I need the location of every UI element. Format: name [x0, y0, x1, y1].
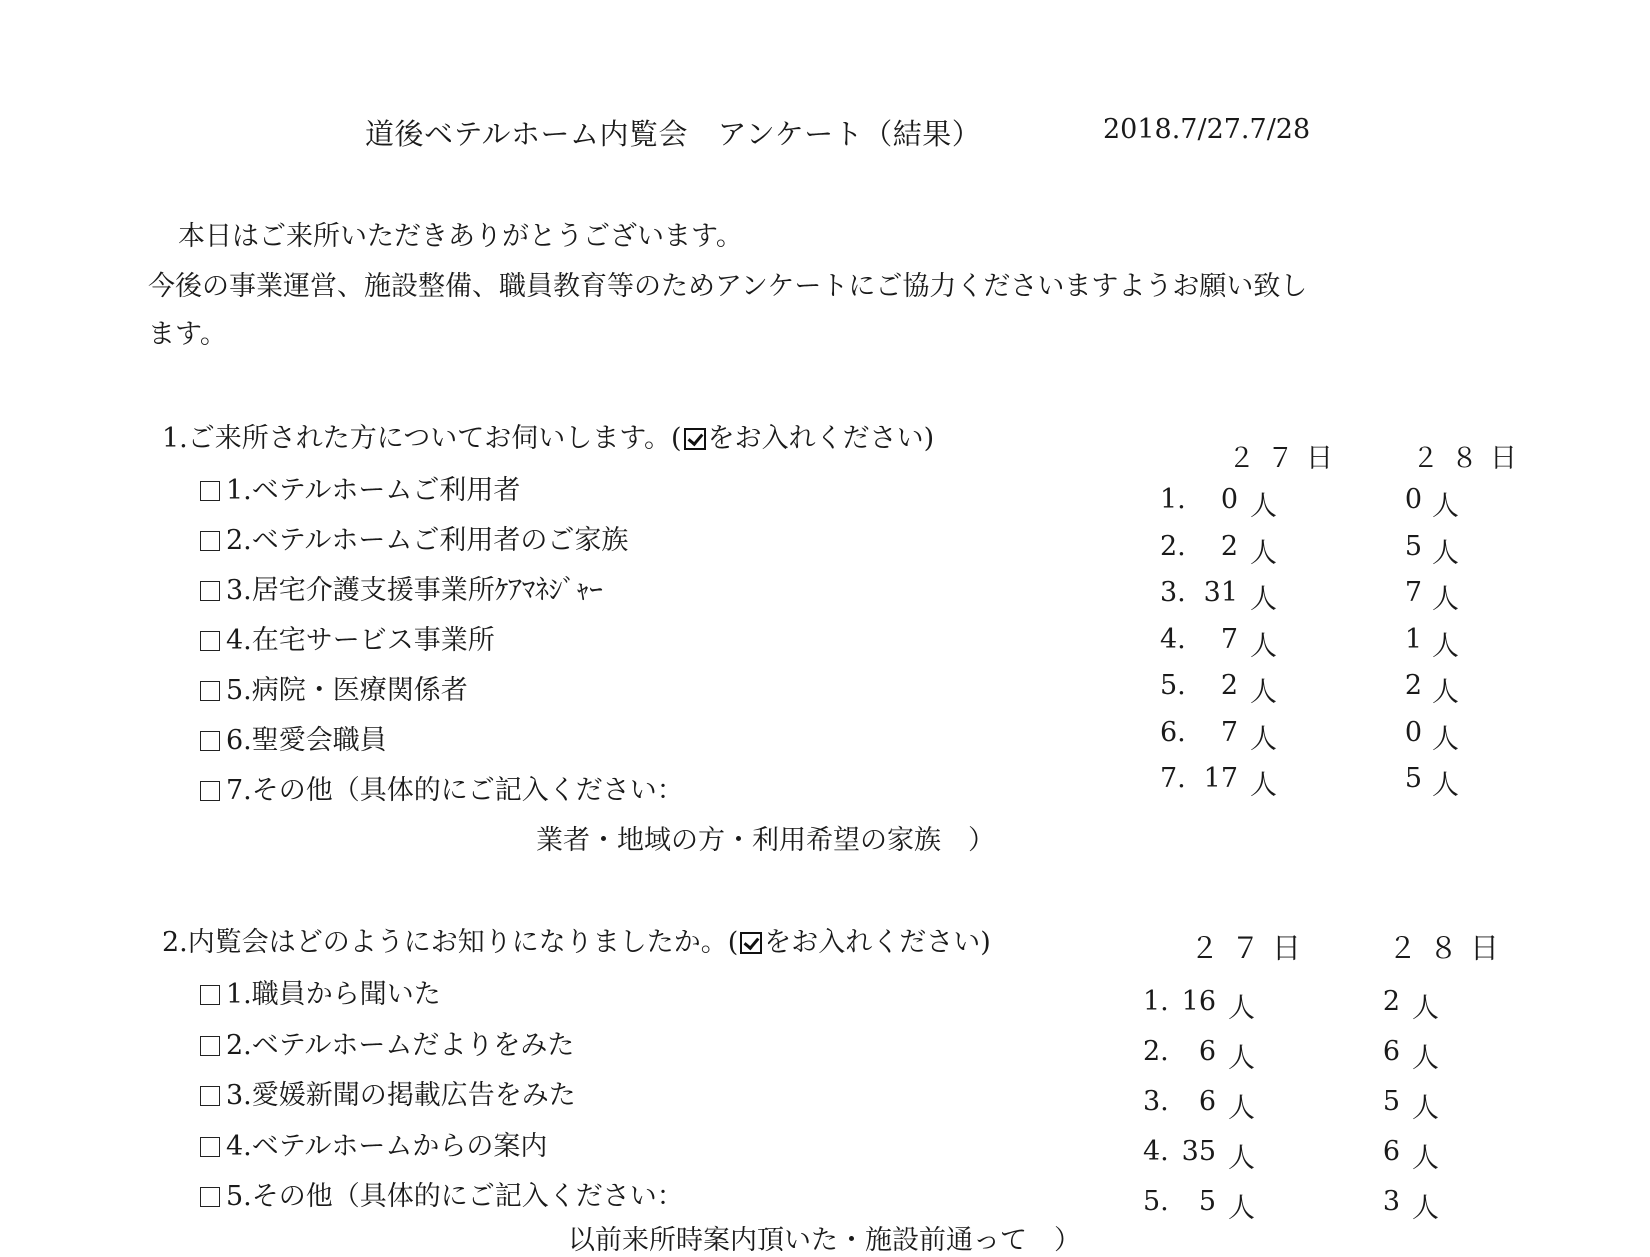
count-27-unit: 人 — [1250, 584, 1277, 615]
q1-title-suffix: をお入れください) — [707, 423, 935, 454]
count-27-unit: 人 — [1228, 1193, 1255, 1224]
count-27-value: 5 — [1198, 1186, 1216, 1217]
count-row-label: 1. — [1143, 986, 1169, 1017]
count-28-value: 5 — [1404, 530, 1422, 562]
count-28-value: 6 — [1382, 1136, 1400, 1167]
count-27-unit: 人 — [1228, 1093, 1255, 1124]
count-row-label: 3. — [1143, 1086, 1169, 1117]
intro-line-3: ます。 — [148, 319, 227, 350]
survey-option — [200, 1023, 574, 1062]
q2-title-prefix: 2.内覧会はどのようにお知りになりましたか。( — [162, 927, 739, 958]
count-28-value: 7 — [1404, 577, 1422, 608]
count-28-value: 6 — [1382, 1036, 1400, 1067]
count-27-value: 2 — [1220, 530, 1238, 562]
count-28-unit: 人 — [1432, 770, 1459, 801]
count-28-value: 2 — [1404, 670, 1422, 701]
count-28-unit: 人 — [1432, 584, 1459, 615]
checkbox-empty-icon[interactable] — [200, 581, 220, 601]
count-28-value: 5 — [1404, 763, 1422, 794]
document-title: 道後ベテルホーム内覧会 アンケート（結果） — [365, 117, 982, 151]
count-27-value: 2 — [1220, 670, 1238, 701]
count-27-unit: 人 — [1250, 630, 1277, 662]
survey-option — [200, 1174, 684, 1213]
count-28-value: 0 — [1404, 484, 1422, 515]
survey-option-label: 4.在宅サービス事業所 — [226, 625, 495, 656]
survey-option — [200, 618, 495, 657]
q1-col-header-27: ２７日 — [1228, 443, 1345, 474]
count-27-value: 17 — [1203, 763, 1238, 794]
survey-option-label: 1.ベテルホームご利用者 — [226, 475, 521, 506]
count-27-unit: 人 — [1250, 491, 1277, 522]
q2-col-header-27: ２７日 — [1190, 931, 1314, 965]
count-28-value: 3 — [1382, 1186, 1400, 1217]
count-28-unit: 人 — [1432, 723, 1459, 755]
q1-title — [162, 416, 934, 455]
checkbox-empty-icon[interactable] — [200, 1086, 220, 1106]
q1-other-detail: 業者・地域の方・利用希望の家族 ） — [536, 825, 995, 856]
survey-option — [200, 972, 441, 1011]
survey-option-label: 2.ベテルホームだよりをみた — [226, 1029, 575, 1061]
survey-option — [200, 518, 628, 557]
survey-option-label: 4.ベテルホームからの案内 — [226, 1130, 548, 1162]
survey-option — [200, 1124, 547, 1163]
count-28-unit: 人 — [1432, 630, 1459, 662]
q2-title — [162, 920, 991, 959]
checkbox-empty-icon[interactable] — [200, 781, 220, 801]
checkbox-empty-icon[interactable] — [200, 681, 220, 701]
survey-option-label: 6.聖愛会職員 — [226, 725, 387, 756]
q2-title-suffix: をお入れください) — [764, 927, 991, 958]
survey-option-label: 7.その他（具体的にご記入ください： — [226, 775, 684, 806]
survey-option-label: 1.職員から聞いた — [226, 979, 441, 1010]
count-row-label: 2. — [1143, 1036, 1169, 1067]
count-27-value: 7 — [1220, 623, 1238, 655]
count-27-value: 16 — [1181, 986, 1216, 1017]
count-27-value: 7 — [1220, 716, 1238, 748]
checkbox-empty-icon[interactable] — [200, 985, 220, 1005]
count-27-unit: 人 — [1250, 723, 1277, 755]
count-row-label: 2. — [1160, 530, 1186, 562]
count-27-value: 0 — [1220, 484, 1238, 515]
count-row-label: 7. — [1160, 763, 1186, 794]
count-27-unit: 人 — [1250, 770, 1277, 801]
q1-title-prefix: 1.ご来所された方についてお伺いします。( — [162, 423, 682, 454]
q2-col-header-28: ２８日 — [1388, 931, 1512, 965]
count-28-unit: 人 — [1412, 993, 1439, 1024]
count-27-unit: 人 — [1228, 1143, 1255, 1174]
checkbox-empty-icon[interactable] — [200, 1187, 220, 1207]
survey-option — [200, 1073, 576, 1112]
count-28-value: 0 — [1404, 716, 1422, 748]
intro-line-1: 本日はご来所いただきありがとうございます。 — [178, 221, 743, 252]
count-28-unit: 人 — [1432, 677, 1459, 708]
count-28-value: 1 — [1404, 623, 1422, 655]
count-row-label: 4. — [1160, 623, 1186, 655]
q2-other-detail: 以前来所時案内頂いた・施設前通って ） — [568, 1225, 1081, 1256]
count-27-value: 31 — [1203, 577, 1238, 608]
count-row-label: 5. — [1143, 1186, 1169, 1217]
count-28-unit: 人 — [1412, 1043, 1439, 1074]
intro-line-2: 今後の事業運営、施設整備、職員教育等のためアンケートにご協力くださいますようお願い致し — [148, 271, 1308, 302]
count-28-value: 2 — [1382, 986, 1400, 1017]
count-27-value: 6 — [1198, 1086, 1216, 1117]
count-row-label: 4. — [1143, 1136, 1169, 1167]
checkbox-checked-icon — [740, 932, 762, 954]
survey-option — [200, 668, 468, 707]
count-row-label: 5. — [1160, 670, 1186, 701]
count-27-unit: 人 — [1228, 993, 1255, 1024]
count-row-label: 6. — [1160, 716, 1186, 748]
checkbox-empty-icon[interactable] — [200, 1137, 220, 1157]
count-28-unit: 人 — [1412, 1193, 1439, 1224]
survey-option — [200, 718, 387, 757]
survey-option-label: 5.その他（具体的にご記入ください： — [226, 1181, 684, 1212]
count-28-unit: 人 — [1412, 1093, 1439, 1124]
count-28-unit: 人 — [1432, 537, 1459, 569]
survey-option-label: 5.病院・医療関係者 — [226, 675, 468, 706]
count-row-label: 1. — [1160, 484, 1186, 515]
survey-option-label: 3.居宅介護支援事業所ｹｱﾏﾈｼﾞｬｰ — [226, 575, 603, 606]
count-27-value: 35 — [1181, 1136, 1216, 1167]
checkbox-empty-icon[interactable] — [200, 531, 220, 551]
q1-col-header-28: ２８日 — [1412, 443, 1529, 474]
document-date: 2018.7/27.7/28 — [1103, 114, 1311, 145]
survey-option — [200, 468, 520, 507]
count-row-label: 3. — [1160, 577, 1186, 608]
count-28-value: 5 — [1382, 1086, 1400, 1117]
count-27-unit: 人 — [1250, 537, 1277, 569]
survey-option-label: 2.ベテルホームご利用者のご家族 — [226, 525, 629, 556]
count-28-unit: 人 — [1432, 491, 1459, 522]
count-27-unit: 人 — [1228, 1043, 1255, 1074]
checkbox-empty-icon[interactable] — [200, 631, 220, 651]
survey-option — [200, 768, 684, 807]
survey-option — [200, 568, 603, 607]
checkbox-empty-icon[interactable] — [200, 1036, 220, 1056]
checkbox-checked-icon — [684, 428, 706, 450]
count-28-unit: 人 — [1412, 1143, 1439, 1174]
checkbox-empty-icon[interactable] — [200, 731, 220, 751]
checkbox-empty-icon[interactable] — [200, 481, 220, 501]
count-27-value: 6 — [1198, 1036, 1216, 1067]
survey-option-label: 3.愛媛新聞の掲載広告をみた — [226, 1080, 576, 1111]
count-27-unit: 人 — [1250, 677, 1277, 708]
